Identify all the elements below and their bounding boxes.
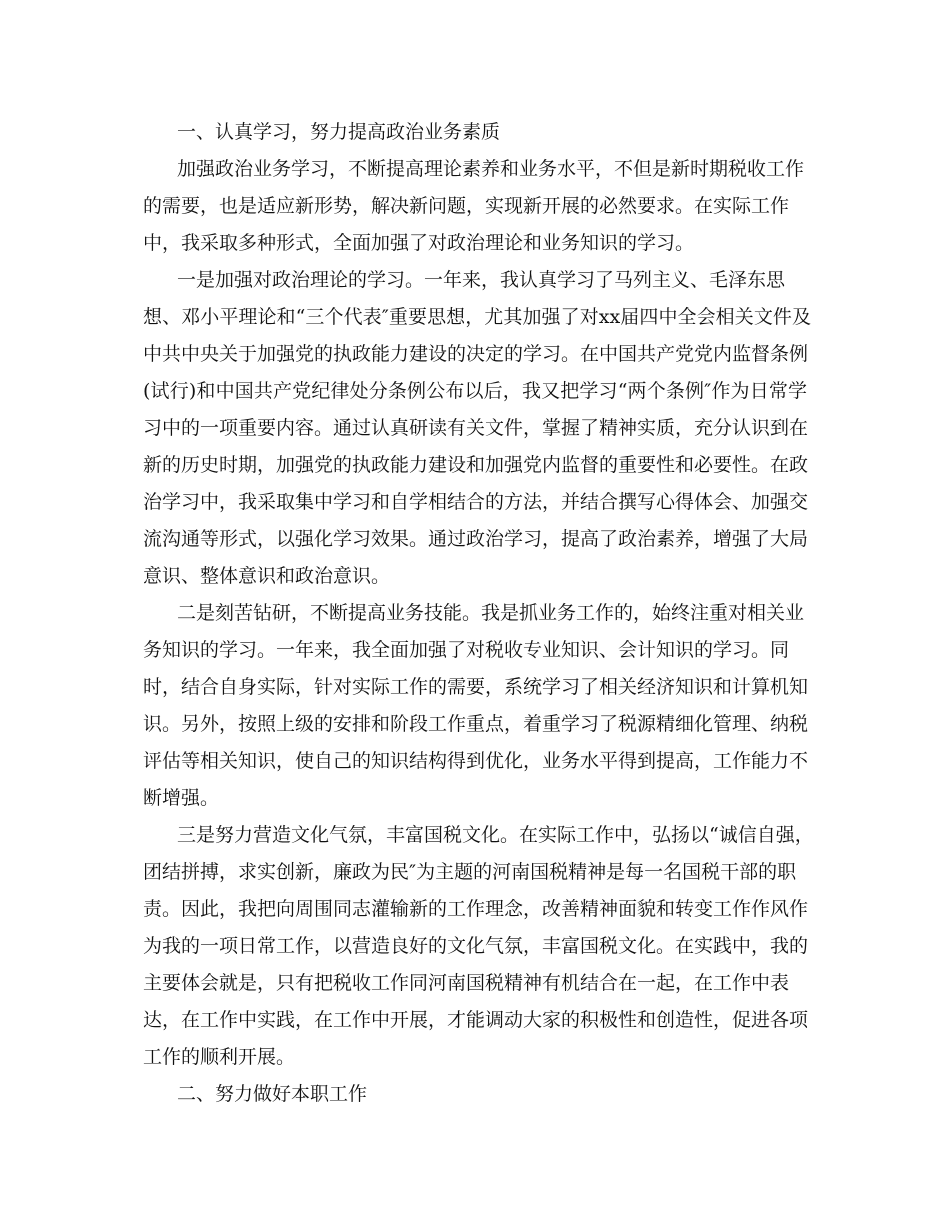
paragraph-line: 流沟通等形式，以强化学习效果。通过政治学习，提高了政治素养，增强了大局	[143, 528, 809, 550]
section-heading-2: 二、努力做好本职工作	[177, 1083, 368, 1105]
paragraph-line: 加强政治业务学习，不断提高理论素养和业务水平，不但是新时期税收工作	[177, 158, 805, 180]
paragraph-line: 团结拼搏，求实创新，廉政为民″为主题的河南国税精神是每一名国税干部的职	[143, 861, 797, 883]
paragraph-line: 三是努力营造文化气氛，丰富国税文化。在实际工作中，弘扬以“诚信自强，	[177, 824, 814, 846]
paragraph-line: 中，我采取多种形式，全面加强了对政治理论和业务知识的学习。	[143, 232, 695, 254]
paragraph-line: 的需要，也是适应新形势，解决新问题，实现新开展的必然要求。在实际工作	[143, 195, 790, 217]
paragraph-line: 识。另外，按照上级的安排和阶段工作重点，着重学习了税源精细化管理、纳税	[143, 713, 809, 735]
paragraph-line: 务知识的学习。一年来，我全面加强了对税收专业知识、会计知识的学习。同	[143, 639, 790, 661]
paragraph-line: 为我的一项日常工作，以营造良好的文化气氛，丰富国税文化。在实践中，我的	[143, 935, 809, 957]
paragraph-line: 达，在工作中实践，在工作中开展，才能调动大家的积极性和创造性，促进各项	[143, 1009, 809, 1031]
paragraph-line: (试行)和中国共产党纪律处分条例公布以后，我又把学习“两个条例″作为日常学	[143, 380, 807, 402]
paragraph-line: 想、邓小平理论和“三个代表″重要思想，尤其加强了对xx届四中全会相关文件及	[143, 306, 811, 328]
paragraph-line: 时，结合自身实际，针对实际工作的需要，系统学习了相关经济知识和计算机知	[143, 676, 809, 698]
paragraph-line: 一是加强对政治理论的学习。一年来，我认真学习了马列主义、毛泽东思	[177, 269, 786, 291]
section-heading-1: 一、认真学习，努力提高政治业务素质	[177, 121, 501, 143]
paragraph-line: 治学习中，我采取集中学习和自学相结合的方法，并结合撰写心得体会、加强交	[143, 491, 809, 513]
paragraph-line: 二是刻苦钻研，不断提高业务技能。我是抓业务工作的，始终注重对相关业	[177, 602, 805, 624]
paragraph-line: 责。因此，我把向周围同志灌输新的工作理念，改善精神面貌和转变工作作风作	[143, 898, 809, 920]
paragraph-line: 主要体会就是，只有把税收工作同河南国税精神有机结合在一起，在工作中表	[143, 972, 790, 994]
paragraph-line: 评估等相关知识，使自己的知识结构得到优化，业务水平得到提高，工作能力不	[143, 750, 809, 772]
paragraph-line: 断增强。	[143, 787, 220, 809]
paragraph-line: 工作的顺利开展。	[143, 1046, 296, 1068]
paragraph-line: 新的历史时期，加强党的执政能力建设和加强党内监督的重要性和必要性。在政	[143, 454, 809, 476]
paragraph-line: 中共中央关于加强党的执政能力建设的决定的学习。在中国共产党党内监督条例	[143, 343, 809, 365]
paragraph-line: 习中的一项重要内容。通过认真研读有关文件，掌握了精神实质，充分认识到在	[143, 417, 809, 439]
paragraph-line: 意识、整体意识和政治意识。	[143, 565, 391, 587]
